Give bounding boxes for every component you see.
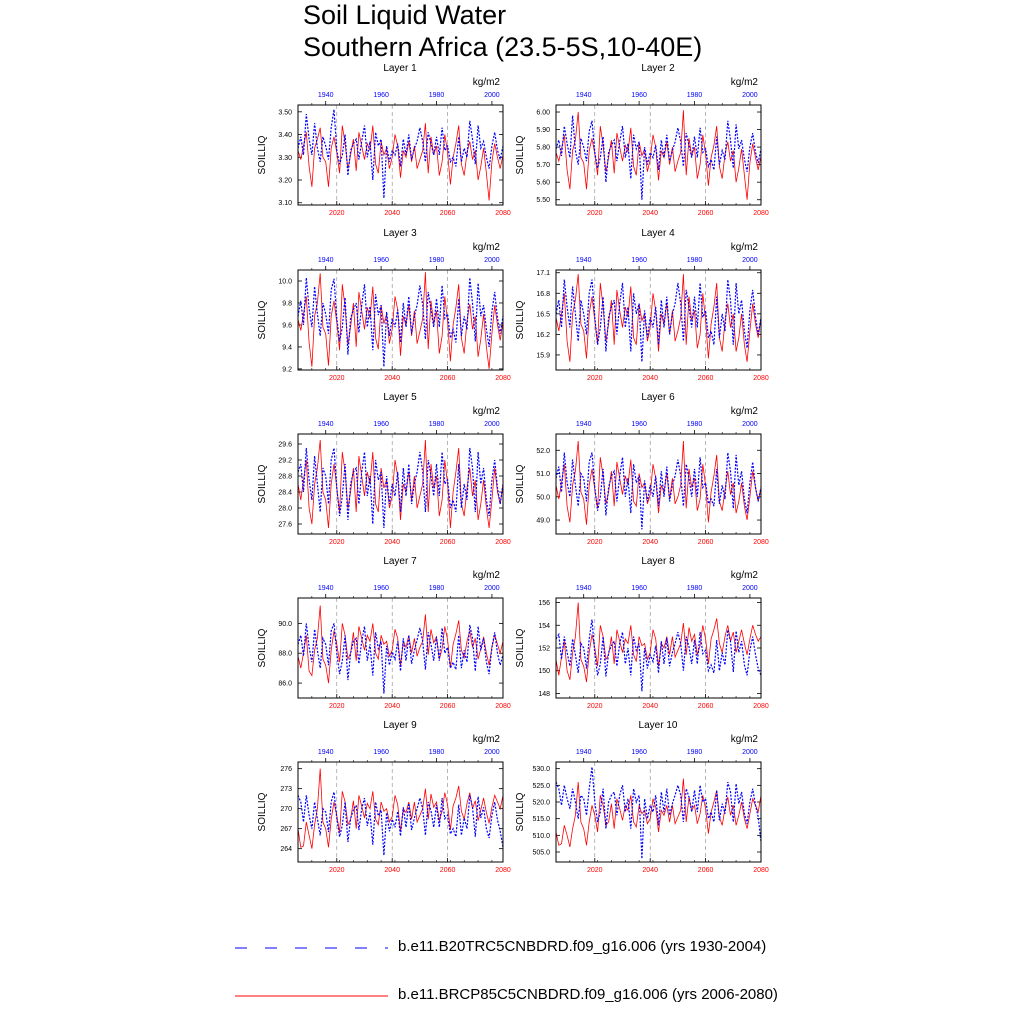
layer-1-xtick-bottom-label: 2020 — [328, 210, 345, 217]
layer-1-ytick-label: 3.20 — [278, 177, 292, 185]
layer-2-xtick-top-label: 1980 — [686, 92, 703, 99]
layer-10-xtick-top-label: 1980 — [686, 749, 703, 756]
layer-4-ytick-label: 16.5 — [536, 311, 550, 319]
layer-6-title: Layer 6 — [641, 392, 675, 403]
layer-10-ytick-label: 525.0 — [532, 782, 550, 790]
layer-2-xtick-top-label: 2000 — [742, 92, 758, 99]
layer-3-xtick-top-label: 1940 — [317, 257, 334, 264]
layer-10-title: Layer 10 — [638, 720, 678, 731]
layer-10-units: kg/m2 — [730, 734, 758, 745]
layer-10-ytick-label: 515.0 — [532, 816, 550, 824]
layer-4-series-future — [556, 274, 761, 362]
legend-label-historical: b.e11.B20TRC5CNBDRD.f09_g16.006 (yrs 1930-2004) — [398, 938, 767, 955]
layer-7-xtick-top-label: 1960 — [373, 585, 389, 592]
layer-3-xtick-top-label: 2000 — [484, 257, 500, 264]
layer-9-panel — [257, 720, 511, 874]
layer-2-ytick-label: 5.60 — [536, 179, 550, 187]
layer-3-xtick-bottom-label: 2060 — [439, 375, 456, 382]
layer-6-panel — [515, 392, 769, 546]
layer-6-ytick-label: 50.0 — [536, 494, 550, 502]
layer-5-ylabel: SOILLIQ — [257, 464, 268, 504]
layer-6-xtick-top-label: 1940 — [575, 421, 592, 428]
layer-5-ytick-label: 29.6 — [278, 441, 292, 449]
layer-10-ytick-label: 530.0 — [532, 766, 550, 774]
layer-9-xtick-bottom-label: 2020 — [328, 867, 345, 874]
layer-3-xtick-top-label: 1980 — [428, 257, 445, 264]
layer-10-xtick-bottom-label: 2080 — [753, 867, 769, 874]
layer-6-units: kg/m2 — [730, 406, 758, 417]
layer-2-ytick-label: 6.00 — [536, 109, 550, 117]
layer-7-xtick-bottom-label: 2020 — [328, 703, 345, 710]
layer-5-panel — [257, 392, 511, 546]
layer-4-ytick-label: 17.1 — [536, 270, 550, 278]
layer-4-xtick-top-label: 1960 — [631, 257, 647, 264]
legend-label-future: b.e11.BRCP85C5CNBDRD.f09_g16.006 (yrs 2006-2080) — [398, 986, 778, 1003]
layer-4-ytick-label: 16.2 — [536, 331, 550, 339]
layer-6-ytick-label: 51.0 — [536, 471, 550, 479]
layer-5-xtick-top-label: 1980 — [428, 421, 445, 428]
layer-6-ytick-label: 52.0 — [536, 447, 550, 455]
layer-7-xtick-top-label: 1980 — [428, 585, 445, 592]
layer-6-xtick-bottom-label: 2020 — [586, 539, 603, 546]
layer-4-title: Layer 4 — [641, 228, 675, 239]
layer-4-panel — [515, 228, 769, 382]
layer-9-xtick-top-label: 2000 — [484, 749, 500, 756]
layer-4-units: kg/m2 — [730, 242, 758, 253]
layer-9-xtick-bottom-label: 2060 — [439, 867, 456, 874]
layer-3-xtick-bottom-label: 2020 — [328, 375, 345, 382]
layer-5-units: kg/m2 — [472, 406, 500, 417]
layer-10-xtick-bottom-label: 2060 — [697, 867, 714, 874]
layer-6-ytick-label: 49.0 — [536, 517, 550, 525]
layer-6-xtick-top-label: 2000 — [742, 421, 758, 428]
layer-3-panel — [257, 228, 511, 382]
layer-2-xtick-top-label: 1940 — [575, 92, 592, 99]
layer-10-xtick-bottom-label: 2040 — [642, 867, 658, 874]
layer-1-ytick-label: 3.10 — [278, 200, 292, 208]
layer-9-ylabel: SOILLIQ — [257, 792, 268, 832]
layer-4-xtick-bottom-label: 2060 — [697, 375, 714, 382]
layer-5-xtick-bottom-label: 2020 — [328, 539, 345, 546]
layer-8-units: kg/m2 — [730, 570, 758, 581]
layer-4-xtick-bottom-label: 2040 — [642, 375, 658, 382]
layer-9-ytick-label: 273 — [280, 786, 292, 794]
layer-1-ylabel: SOILLIQ — [257, 135, 268, 175]
layer-3-ytick-label: 9.8 — [282, 300, 292, 308]
layer-7-ytick-label: 86.0 — [278, 680, 292, 688]
layer-2-xtick-bottom-label: 2060 — [697, 210, 714, 217]
layer-9-ytick-label: 264 — [280, 846, 292, 854]
layer-9-title: Layer 9 — [383, 720, 417, 731]
layer-9-ytick-label: 267 — [280, 826, 292, 834]
layer-4-ytick-label: 16.8 — [536, 290, 550, 298]
layer-5-title: Layer 5 — [383, 392, 417, 403]
layer-9-xtick-top-label: 1940 — [317, 749, 334, 756]
layer-3-xtick-bottom-label: 2080 — [495, 375, 511, 382]
layer-1-ytick-label: 3.50 — [278, 109, 292, 117]
layer-10-panel — [515, 720, 769, 874]
layer-10-xtick-bottom-label: 2020 — [586, 867, 603, 874]
layer-10-xtick-top-label: 1940 — [575, 749, 592, 756]
figure-title-line1: Soil Liquid Water — [303, 0, 507, 30]
layer-2-ytick-label: 5.80 — [536, 144, 550, 152]
layer-4-xtick-top-label: 1980 — [686, 257, 703, 264]
layer-5-xtick-bottom-label: 2060 — [439, 539, 456, 546]
layer-9-xtick-top-label: 1960 — [373, 749, 389, 756]
layer-10-xtick-top-label: 1960 — [631, 749, 647, 756]
layer-8-xtick-top-label: 1960 — [631, 585, 647, 592]
layer-5-ytick-label: 28.0 — [278, 505, 292, 513]
layer-5-xtick-bottom-label: 2080 — [495, 539, 511, 546]
layer-2-ytick-label: 5.70 — [536, 162, 550, 170]
layer-3-xtick-bottom-label: 2040 — [384, 375, 400, 382]
layer-8-ytick-label: 156 — [538, 600, 550, 608]
layer-1-xtick-top-label: 1960 — [373, 92, 389, 99]
layer-5-xtick-top-label: 1960 — [373, 421, 389, 428]
layer-1-xtick-bottom-label: 2080 — [495, 210, 511, 217]
layer-7-ytick-label: 88.0 — [278, 650, 292, 658]
layer-4-xtick-top-label: 2000 — [742, 257, 758, 264]
layer-5-ytick-label: 27.6 — [278, 521, 292, 529]
layer-3-ytick-label: 9.4 — [282, 344, 292, 352]
layer-7-xtick-bottom-label: 2040 — [384, 703, 400, 710]
layer-4-xtick-top-label: 1940 — [575, 257, 592, 264]
layer-1-xtick-top-label: 1980 — [428, 92, 445, 99]
layer-6-xtick-top-label: 1960 — [631, 421, 647, 428]
layer-7-ylabel: SOILLIQ — [257, 628, 268, 668]
layer-2-xtick-top-label: 1960 — [631, 92, 647, 99]
layer-10-ylabel: SOILLIQ — [515, 792, 526, 832]
layer-7-series-future — [298, 606, 503, 684]
figure-title-line2: Southern Africa (23.5-5S,10-40E) — [303, 32, 703, 62]
layer-8-xtick-bottom-label: 2060 — [697, 703, 714, 710]
layer-3-ytick-label: 9.2 — [282, 366, 292, 374]
layer-8-xtick-top-label: 1940 — [575, 585, 592, 592]
layer-6-ylabel: SOILLIQ — [515, 464, 526, 504]
layer-8-xtick-bottom-label: 2080 — [753, 703, 769, 710]
layer-3-ytick-label: 10.0 — [278, 278, 292, 286]
layer-2-ylabel: SOILLIQ — [515, 135, 526, 175]
layer-10-ytick-label: 505.0 — [532, 849, 550, 857]
layer-10-ytick-label: 510.0 — [532, 832, 550, 840]
layer-6-xtick-bottom-label: 2040 — [642, 539, 658, 546]
layer-2-ytick-label: 5.50 — [536, 197, 550, 205]
layer-6-xtick-top-label: 1980 — [686, 421, 703, 428]
layer-5-xtick-bottom-label: 2040 — [384, 539, 400, 546]
layer-1-ytick-label: 3.40 — [278, 132, 292, 140]
layer-1-panel — [257, 63, 511, 217]
layer-5-ytick-label: 29.2 — [278, 457, 292, 465]
layer-5-xtick-top-label: 1940 — [317, 421, 334, 428]
layer-2-xtick-bottom-label: 2080 — [753, 210, 769, 217]
layer-5-ytick-label: 28.8 — [278, 473, 292, 481]
layer-1-units: kg/m2 — [472, 77, 500, 88]
layer-1-xtick-top-label: 1940 — [317, 92, 334, 99]
layer-8-panel — [515, 556, 769, 710]
layer-1-ytick-label: 3.30 — [278, 154, 292, 162]
layer-5-series-future — [298, 440, 503, 528]
layer-6-xtick-bottom-label: 2080 — [753, 539, 769, 546]
layer-7-xtick-bottom-label: 2060 — [439, 703, 456, 710]
layer-9-ytick-label: 276 — [280, 766, 292, 774]
layer-7-title: Layer 7 — [383, 556, 417, 567]
layer-8-xtick-bottom-label: 2020 — [586, 703, 603, 710]
layer-1-xtick-top-label: 2000 — [484, 92, 500, 99]
layer-8-title: Layer 8 — [641, 556, 675, 567]
layer-8-frame — [556, 598, 761, 698]
layer-8-ytick-label: 148 — [538, 690, 550, 698]
layer-3-xtick-top-label: 1960 — [373, 257, 389, 264]
layer-3-title: Layer 3 — [383, 228, 417, 239]
layer-4-xtick-bottom-label: 2020 — [586, 375, 603, 382]
layer-9-xtick-top-label: 1980 — [428, 749, 445, 756]
layer-9-units: kg/m2 — [472, 734, 500, 745]
layer-7-ytick-label: 90.0 — [278, 620, 292, 628]
layer-6-series-future — [556, 441, 761, 525]
layer-2-title: Layer 2 — [641, 63, 675, 74]
layer-2-ytick-label: 5.90 — [536, 127, 550, 135]
layer-4-ylabel: SOILLIQ — [515, 300, 526, 340]
layer-4-xtick-bottom-label: 2080 — [753, 375, 769, 382]
layer-7-units: kg/m2 — [472, 570, 500, 581]
layer-5-xtick-top-label: 2000 — [484, 421, 500, 428]
layer-8-xtick-top-label: 1980 — [686, 585, 703, 592]
layer-8-ytick-label: 154 — [538, 622, 550, 630]
layer-8-xtick-top-label: 2000 — [742, 585, 758, 592]
layer-8-ylabel: SOILLIQ — [515, 628, 526, 668]
layer-8-ytick-label: 150 — [538, 668, 550, 676]
layer-5-ytick-label: 28.4 — [278, 489, 292, 497]
layer-2-xtick-bottom-label: 2020 — [586, 210, 603, 217]
layer-2-panel — [515, 63, 769, 217]
layer-4-ytick-label: 15.9 — [536, 352, 550, 360]
layer-9-xtick-bottom-label: 2040 — [384, 867, 400, 874]
layer-7-panel — [257, 556, 511, 710]
layer-9-xtick-bottom-label: 2080 — [495, 867, 511, 874]
layer-2-units: kg/m2 — [730, 77, 758, 88]
layer-7-xtick-top-label: 2000 — [484, 585, 500, 592]
layer-1-title: Layer 1 — [383, 63, 417, 74]
layer-3-ytick-label: 9.6 — [282, 322, 292, 330]
layer-8-ytick-label: 152 — [538, 645, 550, 653]
layer-8-xtick-bottom-label: 2040 — [642, 703, 658, 710]
layer-1-xtick-bottom-label: 2040 — [384, 210, 400, 217]
layer-1-xtick-bottom-label: 2060 — [439, 210, 456, 217]
layer-10-ytick-label: 520.0 — [532, 799, 550, 807]
layer-7-xtick-bottom-label: 2080 — [495, 703, 511, 710]
layer-6-xtick-bottom-label: 2060 — [697, 539, 714, 546]
layer-3-ylabel: SOILLIQ — [257, 300, 268, 340]
layer-7-xtick-top-label: 1940 — [317, 585, 334, 592]
layer-9-ytick-label: 270 — [280, 806, 292, 814]
layer-10-xtick-top-label: 2000 — [742, 749, 758, 756]
layer-3-units: kg/m2 — [472, 242, 500, 253]
layer-2-xtick-bottom-label: 2040 — [642, 210, 658, 217]
